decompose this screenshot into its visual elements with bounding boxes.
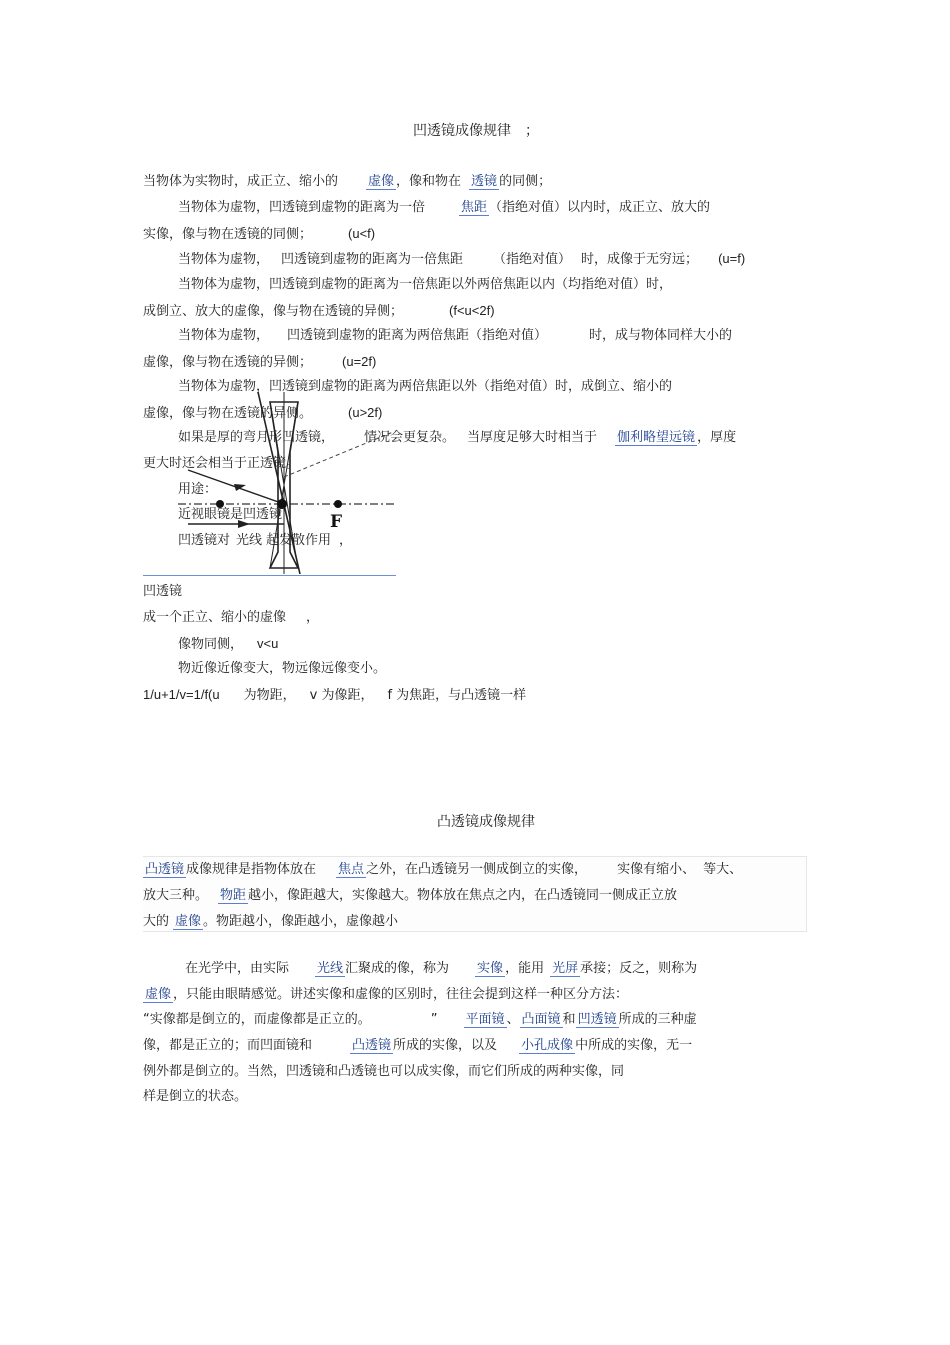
concave-p7-line2: 更大时还会相当于正透镜。	[143, 456, 300, 471]
link-concave-lens[interactable]: 凹透镜	[577, 1012, 617, 1027]
convex-title: 凸透镜成像规律	[437, 814, 535, 830]
concave-p6-line2: 虚像，像与物在透镜的异侧。 (u>2f)	[143, 405, 383, 421]
summary-line2: 像物同侧， v<u	[178, 636, 279, 652]
concave-p5-line1: 当物体为虚物， 凹透镜到虚物的距离为两倍焦距（指绝对值） 时，成与物体同样大小的	[178, 328, 733, 343]
concave-p3: 当物体为虚物， 凹透镜到虚物的距离为一倍焦距 （指绝对值） 时，成像于无穷远； (u=f)	[178, 251, 746, 267]
concave-p6-line1: 当物体为虚物，凹透镜到虚物的距离为两倍焦距以外（指绝对值）时，成倒立、缩小的	[178, 379, 673, 394]
optics-para-line3: “实像都是倒立的，而虚像都是正立的。 ” 平面镜 、 凸面镜 和 凹透镜 所成的三种虚	[143, 1012, 697, 1027]
link-virtual-image[interactable]: 虚像	[368, 174, 395, 189]
convex-box-line2: 放大三种。 物距 越小，像距越大，实像越大。物体放在焦点之内，在凸透镜同一侧成正立放	[143, 888, 678, 903]
link-focal-length[interactable]: 焦距	[461, 200, 488, 215]
concave-p4-line2: 成倒立、放大的虚像，像与物在透镜的异侧； (f<u<2f)	[143, 303, 495, 319]
optics-para-line2: 虚像 ，只能由眼睛感觉。讲述实像和虚像的区别时，往往会提到这样一种区分方法：	[145, 987, 629, 1002]
link-real-image[interactable]: 实像	[477, 961, 504, 976]
concave-p2-line2: 实像，像与物在透镜的同侧； (u<f)	[143, 226, 376, 242]
convex-box-line3: 大的 虚像 。物距越小，像距越小，虚像越小	[143, 914, 399, 929]
concave-p2-line1: 当物体为虚物，凹透镜到虚物的距离为一倍 焦距 （指绝对值）以内时，成正立、放大的	[178, 200, 711, 215]
summary-line3: 物近像近像变大，物远像远像变小。	[178, 661, 387, 676]
concave-title: 凹透镜成像规律 ；	[413, 123, 539, 139]
optics-para-line1: 在光学中，由实际 光线 汇聚成的像，称为 实像 ，能用 光屏 承接；反之，则称为	[185, 961, 698, 976]
concave-p5-line2: 虚像，像与物在透镜的异侧； (u=2f)	[143, 354, 377, 370]
concave-p1: 当物体为实物时，成正立、缩小的 虚像 ，像和物在 透镜 的同侧；	[143, 174, 552, 189]
optics-para-line6: 样是倒立的状态。	[143, 1089, 248, 1104]
link-lens[interactable]: 透镜	[471, 174, 498, 189]
link-object-distance[interactable]: 物距	[220, 888, 247, 903]
link-pinhole-imaging[interactable]: 小孔成像	[521, 1038, 574, 1053]
link-light-ray[interactable]: 光线	[317, 961, 344, 976]
summary-title: 凹透镜	[143, 584, 183, 599]
concave-p4-line1: 当物体为虚物，凹透镜到虚物的距离为一倍焦距以外两倍焦距以内（均指绝对值）时，	[178, 277, 673, 292]
optics-para-line4: 像，都是正立的；而凹面镜和 凸透镜 所成的实像，以及 小孔成像 中所成的实像，无一	[143, 1038, 693, 1053]
link-virtual-image-2[interactable]: 虚像	[175, 914, 202, 929]
link-plane-mirror[interactable]: 平面镜	[465, 1012, 505, 1027]
link-focal-point[interactable]: 焦点	[338, 862, 365, 877]
uses-label: 用途：	[178, 482, 218, 497]
convex-box-line1: 凸透镜 成像规律是指物体放在 焦点 之外，在凸透镜另一侧成倒立的实像， 实像有缩小、 等大、	[145, 862, 743, 877]
formula-line: 1/u+1/v=1/f(u 为物距， v 为像距， f 为焦距，与凸透镜一样	[143, 687, 527, 703]
figure-underline	[143, 575, 396, 576]
link-convex-mirror[interactable]: 凸面镜	[521, 1012, 561, 1027]
optics-para-line5: 例外都是倒立的。当然，凹透镜和凸透镜也可以成实像，而它们所成的两种实像，同	[143, 1064, 625, 1079]
use-myopia-glasses: 近视眼镜是凹透镜	[178, 507, 283, 522]
link-convex-lens-2[interactable]: 凸透镜	[352, 1038, 392, 1053]
focal-point-label: F	[330, 512, 343, 532]
light-ray-word: 光线	[236, 533, 263, 548]
summary-line1: 成一个正立、缩小的虚像 ，	[143, 610, 320, 625]
link-virtual-image-3[interactable]: 虚像	[145, 987, 172, 1002]
link-galilean-telescope[interactable]: 伽利略望远镜	[617, 430, 696, 445]
concave-p7-line1: 如果是厚的弯月形凹透镜， 情况会更复杂。 当厚度足够大时相当于 伽利略望远镜 ，厚度	[178, 430, 737, 445]
use-diverging: 凹透镜对 光线 起发散作用 ，	[178, 533, 353, 548]
link-screen[interactable]: 光屏	[552, 961, 579, 976]
link-convex-lens[interactable]: 凸透镜	[145, 862, 185, 877]
